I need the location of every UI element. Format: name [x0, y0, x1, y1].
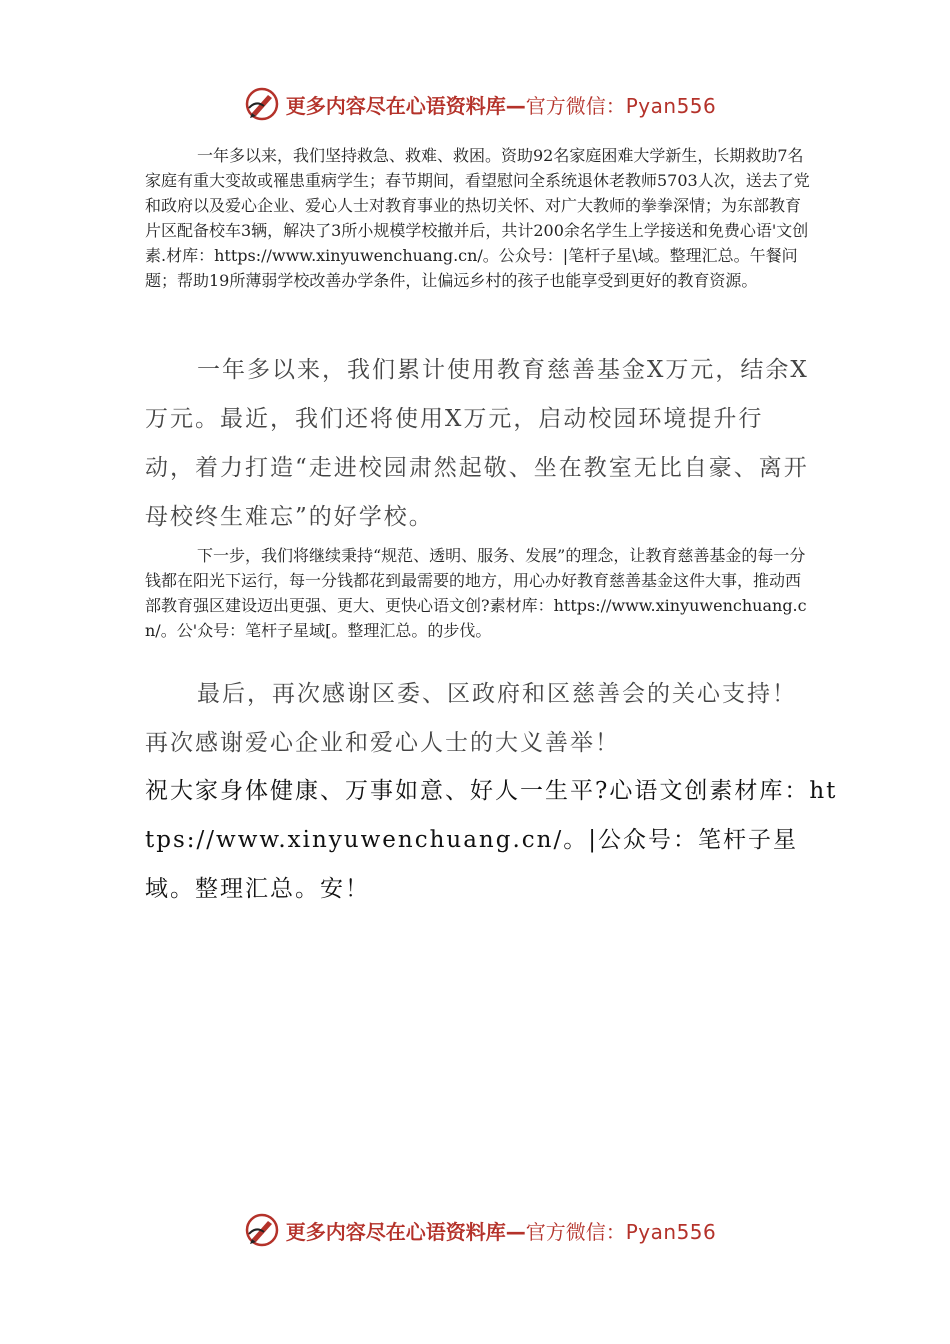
banner-wechat-label: 官方微信：	[525, 1219, 626, 1244]
banner-wechat-id: Pyan556	[625, 93, 717, 118]
paragraph-wishes: 祝大家身体健康、万事如意、好人一生平?心语文创素材库：https://www.xinyuwenchuang.cn/。|公众号：笔杆子星域。整理汇总。安！	[145, 778, 838, 902]
banner-main-text: 更多内容尽在心语资料库—	[285, 93, 526, 118]
footer-banner	[0, 1210, 950, 1250]
banner-text	[286, 90, 717, 119]
banner-main-text: 更多内容尽在心语资料库—	[285, 1219, 526, 1244]
paragraph-aid-summary: 一年多以来，我们坚持救急、救难、救困。资助92名家庭困难大学新生，长期救助7名家庭有重大变故或罹患重病学生；春节期间，看望慰问全系统退休老教师5703人次，送去了党和政府以及爱心企业、爱心人士对教育事业的热切关怀、对广大教师的拳拳深情；为东部教育片区配备校车3辆，解决了3所小规模学校撤并后，共计200余名学生上学接送和免费心语'文创素.材库：https://www.xinyuwenchuang.cn/。公众号：|笔杆子星\域。整理汇总。午餐问题；帮助19所薄弱学校改善办学条件，让偏远乡村的孩子也能享受到更好的教育资源。	[145, 146, 810, 290]
footer-banner-inner	[244, 1212, 717, 1248]
paragraph-thanks: 最后，再次感谢区委、区政府和区慈善会的关心支持！再次感谢爱心企业和爱心人士的大义善举！	[145, 681, 797, 756]
banner-wechat-id: Pyan556	[625, 1219, 717, 1244]
paragraph-fund-usage: 一年多以来，我们累计使用教育慈善基金X万元，结余X万元。最近，我们还将使用X万元，启动校园环境提升行动，着力打造“走进校园肃然起敬、坐在教室无比自豪、离开母校终生难忘”的好学校。	[145, 357, 809, 530]
header-banner	[0, 84, 950, 124]
paragraph-next-step: 下一步，我们将继续秉持“规范、透明、服务、发展”的理念，让教育慈善基金的每一分钱都在阳光下运行，每一分钱都花到最需要的地方，用心办好教育慈善基金这件大事，推动西部教育强区建设迈出更强、更大、更快心语文创?素材库：https://www.xinyuwenchuang.cn/。公'众号：笔杆子星域[。整理汇总。的步伐。	[145, 546, 807, 640]
header-banner-inner	[244, 86, 717, 122]
banner-text	[286, 1216, 717, 1245]
pen-logo-icon	[244, 1212, 280, 1248]
pen-logo-icon	[244, 86, 280, 122]
banner-wechat-label: 官方微信：	[525, 93, 626, 118]
